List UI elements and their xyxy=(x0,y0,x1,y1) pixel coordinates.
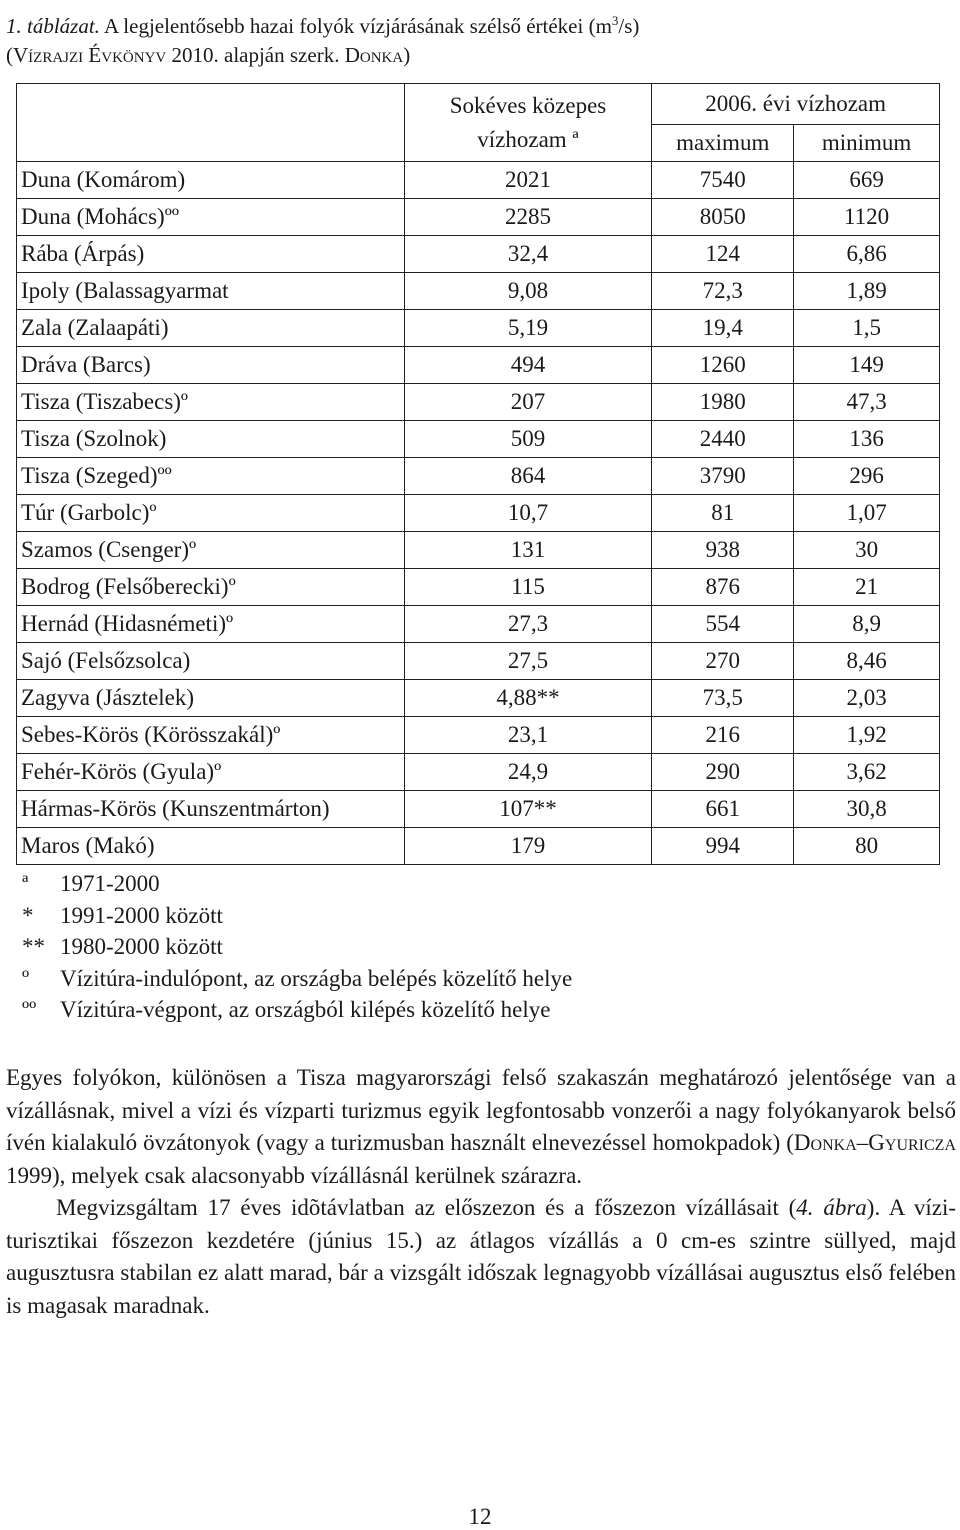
table-row xyxy=(17,643,940,680)
long-term-mean-cell: 23,1 xyxy=(404,717,652,754)
river-station-cell: Tisza (Szeged)ºº xyxy=(17,458,405,495)
figure-reference: 4. ábra xyxy=(796,1195,867,1220)
long-term-mean-cell: 2285 xyxy=(404,199,652,236)
minimum-cell: 669 xyxy=(794,162,940,199)
table-row xyxy=(17,495,940,532)
table-row xyxy=(17,717,940,754)
maximum-cell: 19,4 xyxy=(652,310,794,347)
river-station-cell: Tisza (Tiszabecs)º xyxy=(17,384,405,421)
minimum-cell: 47,3 xyxy=(794,384,940,421)
river-station-cell: Bodrog (Felsőberecki)º xyxy=(17,569,405,606)
river-station-cell: Túr (Garbolc)º xyxy=(17,495,405,532)
paragraph-1: Egyes folyókon, különösen a Tisza magyarországi felső szakaszán meghatározó jelentősége van a vízállásnak, mivel a vízi és vízparti turizmus egyik legfontosabb vonzerői a nagy folyókanyarok belső ívén kialakuló övzátonyok (vagy a turizmusban használt elnevezéssel homokpadok) (Donka–Gyuricza 1999), melyek csak alacsonyabb vízállásnál kerülnek szárazra. xyxy=(6,1065,956,1188)
maximum-cell: 994 xyxy=(652,828,794,865)
long-term-mean-cell: 131 xyxy=(404,532,652,569)
page-number: 12 xyxy=(468,1504,492,1529)
maximum-cell: 72,3 xyxy=(652,273,794,310)
long-term-mean-cell: 4,88** xyxy=(404,680,652,717)
table-body xyxy=(17,162,940,865)
long-term-mean-cell: 864 xyxy=(404,458,652,495)
river-station-cell: Szamos (Csenger)º xyxy=(17,532,405,569)
table-row xyxy=(17,273,940,310)
minimum-cell: 21 xyxy=(794,569,940,606)
header-long-term-mean: Sokéves közepes vízhozam ª xyxy=(404,84,652,162)
table-row xyxy=(17,199,940,236)
caption-title: A legjelentősebb hazai folyók vízjárásának szélső értékei $(m^3/s)$ xyxy=(104,13,640,38)
long-term-mean-cell: 24,9 xyxy=(404,754,652,791)
long-term-mean-cell: 509 xyxy=(404,421,652,458)
river-station-cell: Zala (Zalaapáti) xyxy=(17,310,405,347)
table-row xyxy=(17,458,940,495)
footnote xyxy=(22,963,572,995)
minimum-cell: 30,8 xyxy=(794,791,940,828)
long-term-mean-cell: 9,08 xyxy=(404,273,652,310)
river-station-cell: Duna (Komárom) xyxy=(17,162,405,199)
minimum-cell: 1,07 xyxy=(794,495,940,532)
long-term-mean-cell: 115 xyxy=(404,569,652,606)
body-text xyxy=(6,1062,956,1322)
maximum-cell: 81 xyxy=(652,495,794,532)
minimum-cell: 30 xyxy=(794,532,940,569)
minimum-cell: 1,5 xyxy=(794,310,940,347)
maximum-cell: 876 xyxy=(652,569,794,606)
table-row xyxy=(17,606,940,643)
river-station-cell: Sebes-Körös (Körösszakál)º xyxy=(17,717,405,754)
long-term-mean-cell: 5,19 xyxy=(404,310,652,347)
maximum-cell: 124 xyxy=(652,236,794,273)
long-term-mean-cell: 10,7 xyxy=(404,495,652,532)
minimum-cell: 80 xyxy=(794,828,940,865)
maximum-cell: 554 xyxy=(652,606,794,643)
river-station-cell: Duna (Mohács)ºº xyxy=(17,199,405,236)
table-row xyxy=(17,310,940,347)
table-row xyxy=(17,754,940,791)
table-row xyxy=(17,828,940,865)
long-term-mean-cell: 32,4 xyxy=(404,236,652,273)
maximum-cell: 73,5 xyxy=(652,680,794,717)
footnote-text: 1980-2000 között xyxy=(60,934,223,959)
header-maximum: maximum xyxy=(652,125,794,162)
paragraph-2: Megvizsgáltam 17 éves idõtávlatban az előszezon és a főszezon vízállásait (4. ábra). A vízi-turisztikai főszezon kezdetére (június 15.) az átlagos vízállás a 0 cm-es szintre süllyed, majd augusztusra stabilan ez alatt marad, bár a vizsgált időszak legnagyobb vízállásai augusztus első felében is magasak maradnak. xyxy=(6,1195,956,1318)
minimum-cell: 1,89 xyxy=(794,273,940,310)
table-footnotes xyxy=(22,868,572,1026)
minimum-cell: 1120 xyxy=(794,199,940,236)
maximum-cell: 1980 xyxy=(652,384,794,421)
header-blank-cell xyxy=(17,84,405,162)
long-term-mean-cell: 27,5 xyxy=(404,643,652,680)
maximum-cell: 8050 xyxy=(652,199,794,236)
long-term-mean-cell: 107** xyxy=(404,791,652,828)
river-station-cell: Dráva (Barcs) xyxy=(17,347,405,384)
footnote-text: Vízitúra-indulópont, az országba belépés közelítő helye xyxy=(60,965,573,991)
maximum-cell: 661 xyxy=(652,791,794,828)
footnote-text: 1971-2000 xyxy=(60,871,160,896)
table-row xyxy=(17,569,940,606)
river-station-cell: Hernád (Hidasnémeti)º xyxy=(17,606,405,643)
maximum-cell: 938 xyxy=(652,532,794,569)
table-row xyxy=(17,421,940,458)
table-row xyxy=(17,680,940,717)
table-row xyxy=(17,384,940,421)
minimum-cell: 3,62 xyxy=(794,754,940,791)
river-station-cell: Tisza (Szolnok) xyxy=(17,421,405,458)
river-station-cell: Rába (Árpás) xyxy=(17,236,405,273)
minimum-cell: 2,03 xyxy=(794,680,940,717)
minimum-cell: 149 xyxy=(794,347,940,384)
minimum-cell: 8,9 xyxy=(794,606,940,643)
maximum-cell: 270 xyxy=(652,643,794,680)
header-minimum: minimum xyxy=(794,125,940,162)
footnote-symbol: º xyxy=(22,965,30,991)
maximum-cell: 2440 xyxy=(652,421,794,458)
river-station-cell: Maros (Makó) xyxy=(17,828,405,865)
long-term-mean-cell: 494 xyxy=(404,347,652,384)
maximum-cell: 290 xyxy=(652,754,794,791)
river-station-cell: Sajó (Felsőzsolca) xyxy=(17,643,405,680)
maximum-cell: 216 xyxy=(652,717,794,754)
caption-line-1 xyxy=(6,6,946,41)
footnote xyxy=(22,994,572,1026)
river-station-cell: Hármas-Körös (Kunszentmárton) xyxy=(17,791,405,828)
footnote-symbol: ª xyxy=(22,871,29,896)
header-2006-discharge: 2006. évi vízhozam xyxy=(652,84,940,125)
long-term-mean-cell: 27,3 xyxy=(404,606,652,643)
river-station-cell: Ipoly (Balassagyarmat xyxy=(17,273,405,310)
long-term-mean-cell: 179 xyxy=(404,828,652,865)
long-term-mean-cell: 2021 xyxy=(404,162,652,199)
river-discharge-table xyxy=(16,83,940,865)
footnote-symbol: * xyxy=(22,902,34,928)
maximum-cell: 3790 xyxy=(652,458,794,495)
table-caption xyxy=(6,6,946,70)
minimum-cell: 8,46 xyxy=(794,643,940,680)
footnote-symbol: ** xyxy=(22,934,45,959)
table-row xyxy=(17,236,940,273)
footnote xyxy=(22,931,572,963)
maximum-cell: 1260 xyxy=(652,347,794,384)
footnote-text: 1991-2000 között xyxy=(60,902,223,928)
footnote xyxy=(22,900,572,932)
footnote xyxy=(22,868,572,900)
table-row xyxy=(17,532,940,569)
long-term-mean-cell: 207 xyxy=(404,384,652,421)
footnote-text: Vízitúra-végpont, az országból kilépés közelítő helye xyxy=(60,997,551,1022)
minimum-cell: 1,92 xyxy=(794,717,940,754)
river-station-cell: Zagyva (Jásztelek) xyxy=(17,680,405,717)
footnote-symbol: ºº xyxy=(22,997,37,1022)
caption-line-2: (Vízrajzi Évkönyv 2010. alapján szerk. Donka) xyxy=(6,43,411,67)
maximum-cell: 7540 xyxy=(652,162,794,199)
table-row xyxy=(17,347,940,384)
minimum-cell: 6,86 xyxy=(794,236,940,273)
minimum-cell: 296 xyxy=(794,458,940,495)
minimum-cell: 136 xyxy=(794,421,940,458)
river-station-cell: Fehér-Körös (Gyula)º xyxy=(17,754,405,791)
table-row xyxy=(17,162,940,199)
table-row xyxy=(17,791,940,828)
caption-label: 1. táblázat. xyxy=(6,14,100,38)
